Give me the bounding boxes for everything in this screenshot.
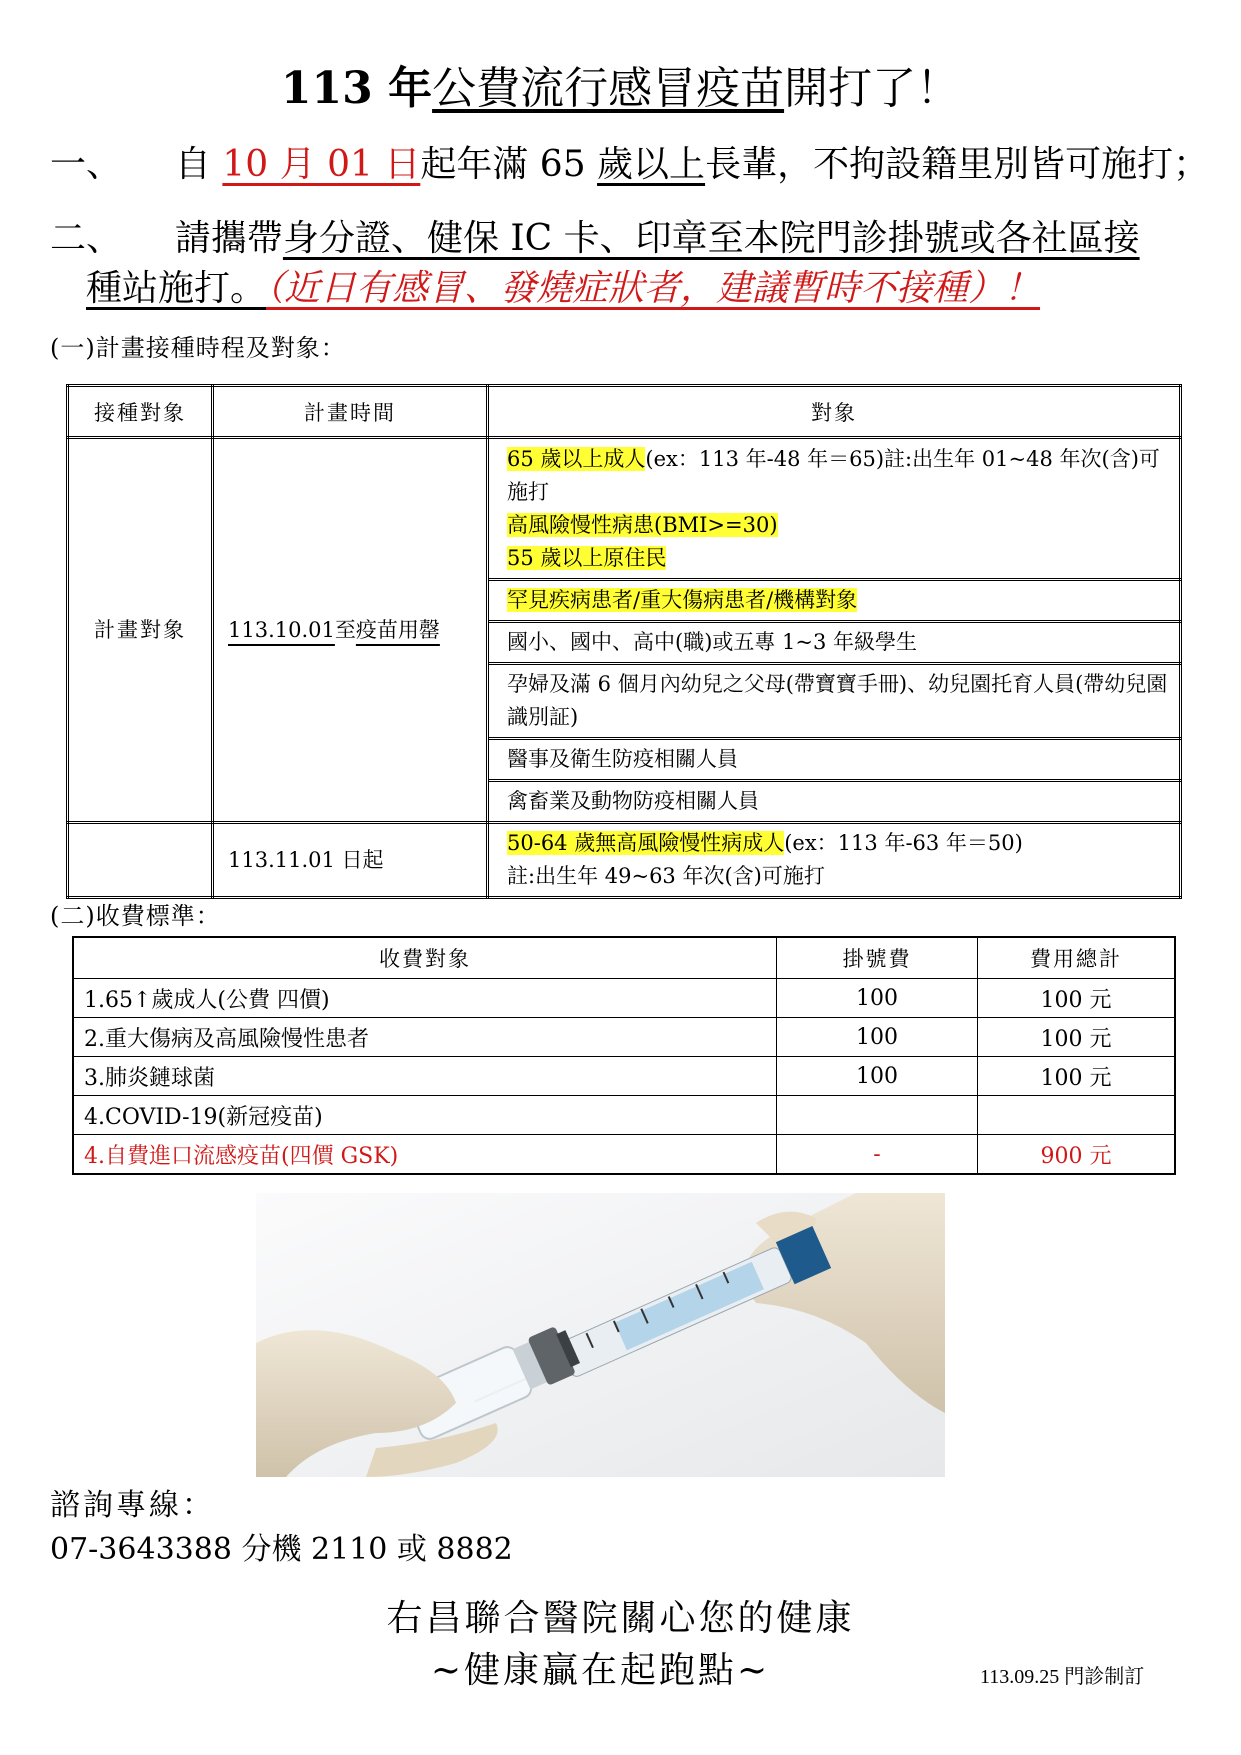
table-row: 3.肺炎鏈球菌 100 100 元 (73, 1057, 1175, 1096)
footer-motto: ~健康贏在起跑點~ (430, 1650, 771, 1691)
schedule-table (66, 384, 1182, 899)
col-header-fee: 掛號費 (777, 937, 978, 979)
table-row: 2.重大傷病及高風險慢性患者 100 100 元 (73, 1018, 1175, 1057)
revision-note: 113.09.25 門診制訂 (980, 1666, 1145, 1688)
contact-phone: 07-3643388 分機 2110 或 8882 (50, 1532, 513, 1567)
table-row: 65 歲以上成人(ex：113 年-48 年＝65)註:出生年 01~48 年次(含)可施打 高風險慢性病患(BMI>=30) 55 歲以上原住民 (488, 438, 1181, 580)
group-period: 113.10.01至疫苗用罄 (213, 438, 488, 823)
group-label: 計畫對象 (68, 438, 213, 823)
section-fee-heading: (二)收費標準： (50, 902, 221, 930)
vaccine-syringe-photo (256, 1193, 945, 1477)
table-row: 50-64 歲無高風險慢性病成人(ex：113 年-63 年＝50) 註:出生年 49~63 年次(含)可施打 (488, 823, 1181, 898)
contact-label: 諮詢專線： (50, 1488, 215, 1523)
table-row: 醫事及衛生防疫相關人員 (488, 739, 1181, 781)
col-header-target: 接種對象 (68, 386, 213, 438)
col-header-period: 計畫時間 (213, 386, 488, 438)
footer-slogan: 右昌聯合醫院關心您的健康 (386, 1598, 855, 1639)
table-row: 4.自費進口流感疫苗(四價 GSK) - 900 元 (73, 1135, 1175, 1175)
fee-table (72, 936, 1176, 1175)
start-date: 10 月 01 日 (222, 144, 421, 185)
table-row: 4.COVID-19(新冠疫苗) (73, 1096, 1175, 1135)
col-header-item: 收費對象 (73, 937, 777, 979)
section-schedule-heading: (一)計畫接種時程及對象： (50, 334, 346, 362)
notice-item-2: 二、 請攜帶身分證、健保 IC 卡、印章至本院門診掛號或各社區接 (50, 218, 1140, 259)
page-title: 113 年公費流行感冒疫苗開打了！ (280, 63, 961, 114)
table-row: 孕婦及滿 6 個月內幼兒之父母(帶寶寶手冊)、幼兒園托育人員(帶幼兒園識別証) (488, 664, 1181, 739)
table-row: 禽畜業及動物防疫相關人員 (488, 781, 1181, 823)
notice-item-1: 一、 自 10 月 01 日起年滿 65 歲以上長輩，不拘設籍里別皆可施打； (50, 144, 1210, 185)
table-row: 1.65↑歲成人(公費 四價) 100 100 元 (73, 979, 1175, 1018)
warning-text: （近日有感冒、發燒症狀者，建議暫時不接種）！ (266, 268, 1041, 309)
last-period: 113.11.01 日起 (213, 823, 488, 898)
table-row: 國小、國中、高中(職)或五專 1~3 年級學生 (488, 622, 1181, 664)
col-header-total: 費用總計 (978, 937, 1176, 979)
empty-cell (68, 823, 213, 898)
notice-item-2-cont: 種站施打。（近日有感冒、發燒症狀者，建議暫時不接種）！ (86, 268, 1041, 309)
col-header-object: 對象 (488, 386, 1181, 438)
table-row: 罕見疾病患者/重大傷病患者/機構對象 (488, 580, 1181, 622)
